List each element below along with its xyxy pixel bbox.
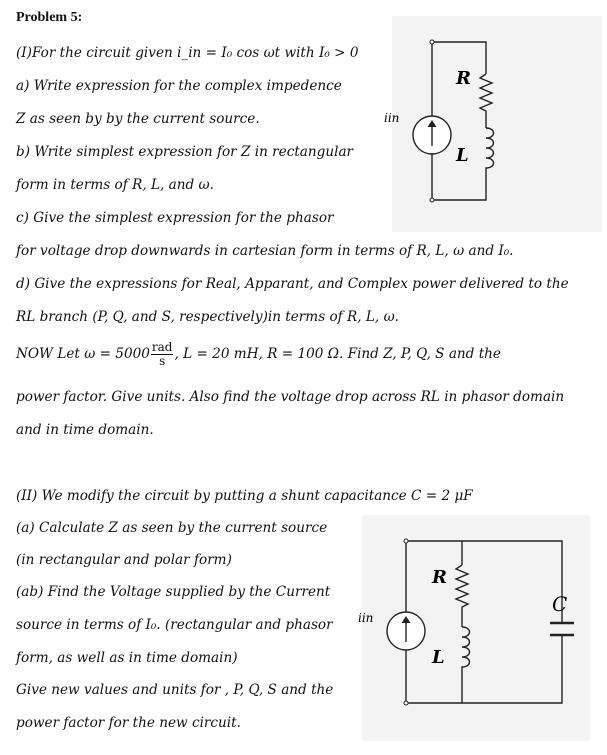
part2-line-7: Give new values and units for , P, Q, S and the <box>16 682 334 698</box>
circuit2-c-label: C <box>552 592 568 616</box>
now-prefix: NOW Let ω = 5000 <box>16 346 150 362</box>
circuit2-source-label: iin <box>358 611 374 625</box>
now-suffix: , L = 20 mH, R = 100 Ω. Find Z, P, Q, S and the <box>174 346 501 362</box>
unit-fraction-numerator: rad <box>151 340 173 354</box>
problem-title: Problem 5: <box>16 10 83 25</box>
unit-fraction-denominator: s <box>159 354 166 368</box>
part1-line-4: b) Write simplest expression for Z in rectangular <box>16 144 354 160</box>
circuit2-r-label: R <box>432 567 447 588</box>
rl-circuit-diagram <box>380 16 602 232</box>
circuit1-l-label: L <box>456 145 469 166</box>
part1-line-3: Z as seen by by the current source. <box>16 111 260 127</box>
circuit1-bottom-node <box>430 198 434 202</box>
rlc-circuit-diagram <box>356 515 590 741</box>
part2-line-3: (in rectangular and polar form) <box>16 552 232 568</box>
circuit2-l-label: L <box>432 647 445 668</box>
circuit1-source-label: iin <box>384 111 400 125</box>
now-given-line <box>16 341 501 368</box>
part2-line-1: (II) We modify the circuit by putting a shunt capacitance C = 2 μF <box>16 488 473 504</box>
part2-line-6: form, as well as in time domain) <box>16 650 238 666</box>
circuit2-top-node <box>404 539 408 543</box>
part1-line-1: (I)For the circuit given i_in = I₀ cos ωt with I₀ > 0 <box>16 45 359 61</box>
circuit1-top-node <box>430 40 434 44</box>
circuit2-bottom-node <box>404 701 408 705</box>
part1-line-7: for voltage drop downwards in cartesian form in terms of R, L, ω and I₀. <box>16 243 514 259</box>
part2-line-8: power factor for the new circuit. <box>16 715 241 731</box>
part1-line-2: a) Write expression for the complex impedence <box>16 78 342 94</box>
part2-line-4: (ab) Find the Voltage supplied by the Current <box>16 584 331 600</box>
part2-line-5: source in terms of I₀. (rectangular and phasor <box>16 617 333 633</box>
part1-line-5: form in terms of R, L, and ω. <box>16 177 214 193</box>
part1-line-6: c) Give the simplest expression for the phasor <box>16 210 334 226</box>
circuit1-r-label: R <box>456 68 471 89</box>
part1-after-line-1: power factor. Give units. Also find the voltage drop across RL in phasor domain <box>16 389 565 405</box>
part1-after-line-2: and in time domain. <box>16 422 154 438</box>
part1-line-9: RL branch (P, Q, and S, respectively)in terms of R, L, ω. <box>16 309 399 325</box>
unit-fraction <box>151 341 174 368</box>
part1-line-8: d) Give the expressions for Real, Apparant, and Complex power delivered to the <box>16 276 569 292</box>
part2-line-2: (a) Calculate Z as seen by the current source <box>16 520 328 536</box>
